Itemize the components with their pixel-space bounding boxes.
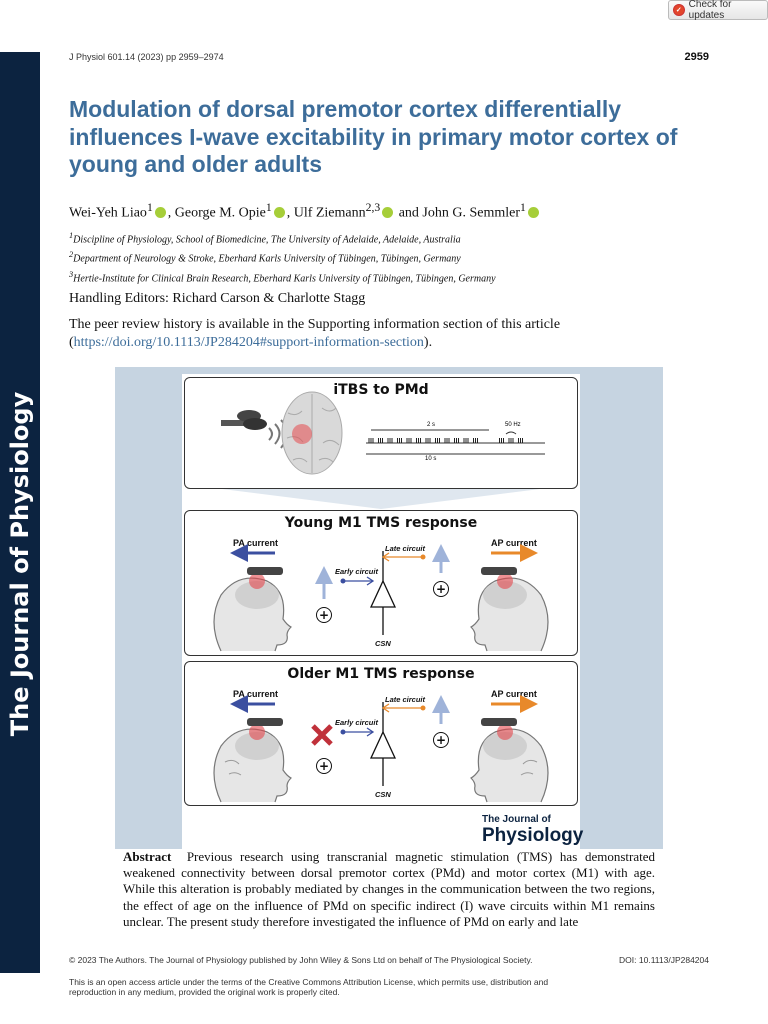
plus-icon: + (316, 607, 332, 623)
peer-review-link[interactable]: https://doi.org/10.1113/JP284204#support-information-section (73, 335, 424, 350)
label-2s: 2 s (427, 422, 436, 428)
author-name: Ulf Ziemann (293, 205, 366, 221)
pa-current-label: PA current (233, 538, 279, 548)
plus-icon: + (316, 758, 332, 774)
author-name: George M. Opie (174, 205, 266, 221)
paren-open: ( (69, 335, 74, 350)
affiliation (69, 267, 496, 286)
author-list (69, 201, 541, 222)
label-10s: 10 s (425, 456, 437, 462)
handling-editors: Handling Editors: Richard Carson & Charlotte Stagg (69, 291, 366, 306)
older-head-right-icon (471, 718, 548, 802)
tms-coil-icon (221, 410, 267, 430)
affiliation-text: Discipline of Physiology, School of Biomedicine, The University of Adelaide, Adelaide, Australia (73, 234, 461, 246)
older-head-left-icon (214, 718, 291, 802)
affiliation-text: Hertie-Institute for Clinical Brain Research, Eberhard Karls University of Tübingen, Tübingen, Germany (73, 272, 496, 284)
older-circuit-diagram (185, 662, 577, 804)
affiliation (69, 247, 496, 266)
abstract-figure (182, 374, 584, 849)
paren-close: ). (423, 335, 433, 350)
itbs-panel (184, 377, 578, 489)
check-for-updates-label: Check for updates (688, 0, 732, 21)
affiliation-sup: 2 (69, 250, 74, 260)
ap-current-label: AP current (491, 538, 537, 548)
author-separator: , (286, 205, 294, 221)
journal-logo-small: The Journal of (482, 814, 551, 825)
early-circuit-label: Early circuit (335, 567, 378, 576)
check-for-updates-button[interactable] (668, 0, 768, 20)
affiliations (69, 228, 496, 286)
itbs-panel-title: iTBS to PMd (333, 382, 429, 398)
abstract-label: Abstract (123, 849, 172, 864)
author-name: John G. Semmler (422, 205, 521, 221)
peer-review-text: The peer review history is available in the Supporting information section of this article (69, 317, 561, 332)
csn-label: CSN (375, 639, 391, 648)
article-title: Modulation of dorsal premotor cortex differentially influences I-wave excitability in primary motor cortex of young and older adults (69, 96, 678, 177)
abstract (123, 849, 655, 930)
late-circuit-label: Late circuit (385, 544, 426, 553)
affiliation-sup: 3 (69, 269, 74, 279)
young-response-panel (184, 510, 578, 656)
orcid-icon[interactable] (382, 207, 393, 218)
orcid-icon[interactable] (155, 207, 166, 218)
funnel-connector (182, 489, 580, 511)
affiliation (69, 228, 496, 247)
csn-neuron-icon (371, 732, 395, 758)
csn-neuron-icon (371, 581, 395, 607)
footer-license: This is an open access article under the terms of the Creative Commons Attribution License, which permits use, distribution and reproduction in any medium, provided the original work is properly cited. (69, 977, 549, 997)
young-panel-title: Young M1 TMS response (284, 515, 478, 531)
affiliation-sup: 1 (69, 231, 74, 240)
journal-sidebar (0, 52, 40, 973)
burst-bracket-icon (506, 432, 516, 434)
head-left-icon (214, 567, 291, 651)
running-head: J Physiol 601.14 (2023) pp 2959–2974 (69, 52, 224, 62)
orcid-icon[interactable] (528, 207, 539, 218)
author-separator: and (395, 205, 423, 221)
footer-doi: DOI: 10.1113/JP284204 (619, 955, 709, 965)
author-affiliation-sup: 2,3 (365, 201, 381, 214)
pa-current-label: PA current (233, 689, 279, 699)
footer-copyright: © 2023 The Authors. The Journal of Physiology published by John Wiley & Sons Ltd on behalf of The Physiological Society. (69, 955, 533, 965)
pulse-train (369, 438, 523, 443)
author-affiliation-sup: 1 (520, 201, 526, 214)
ap-current-label: AP current (491, 689, 537, 699)
crossmark-icon: ✓ (673, 4, 685, 16)
label-50hz: 50 Hz (505, 422, 521, 428)
journal-sidebar-title: The Journal of Physiology (6, 391, 34, 737)
author-affiliation-sup: 1 (265, 201, 272, 214)
plus-icon: + (433, 732, 449, 748)
older-panel-title: Older M1 TMS response (287, 666, 475, 682)
page-number: 2959 (684, 51, 709, 63)
abstract-text: Previous research using transcranial magnetic stimulation (TMS) has demonstrated weakened connectivity between dorsal premotor cortex (PMd) and motor cortex (M1) with age. While this alteration is probably mediated by changes in the communication between the two regions, the effect of age on the influence of PMd on specific indirect (I) wave circuits within M1 remains unclear. The present study therefore investigated the influence of PMd on early and late (123, 849, 655, 929)
late-circuit-label: Late circuit (385, 695, 426, 704)
csn-label: CSN (375, 790, 391, 799)
author-affiliation-sup: 1 (146, 201, 153, 214)
author-separator: , (167, 205, 175, 221)
older-response-panel (184, 661, 578, 806)
brain-icon (282, 392, 342, 474)
early-circuit-label: Early circuit (335, 718, 378, 727)
orcid-icon[interactable] (274, 207, 285, 218)
author-name: Wei-Yeh Liao (69, 205, 147, 221)
peer-review-note (69, 316, 629, 352)
young-circuit-diagram (185, 511, 577, 653)
journal-logo-big: Physiology (482, 825, 584, 846)
head-right-icon (471, 567, 548, 651)
plus-icon: + (433, 581, 449, 597)
x-mark-icon (313, 726, 331, 744)
itbs-diagram (185, 378, 577, 486)
affiliation-text: Department of Neurology & Stroke, Eberhard Karls University of Tübingen, Tübingen, Germany (73, 253, 461, 265)
